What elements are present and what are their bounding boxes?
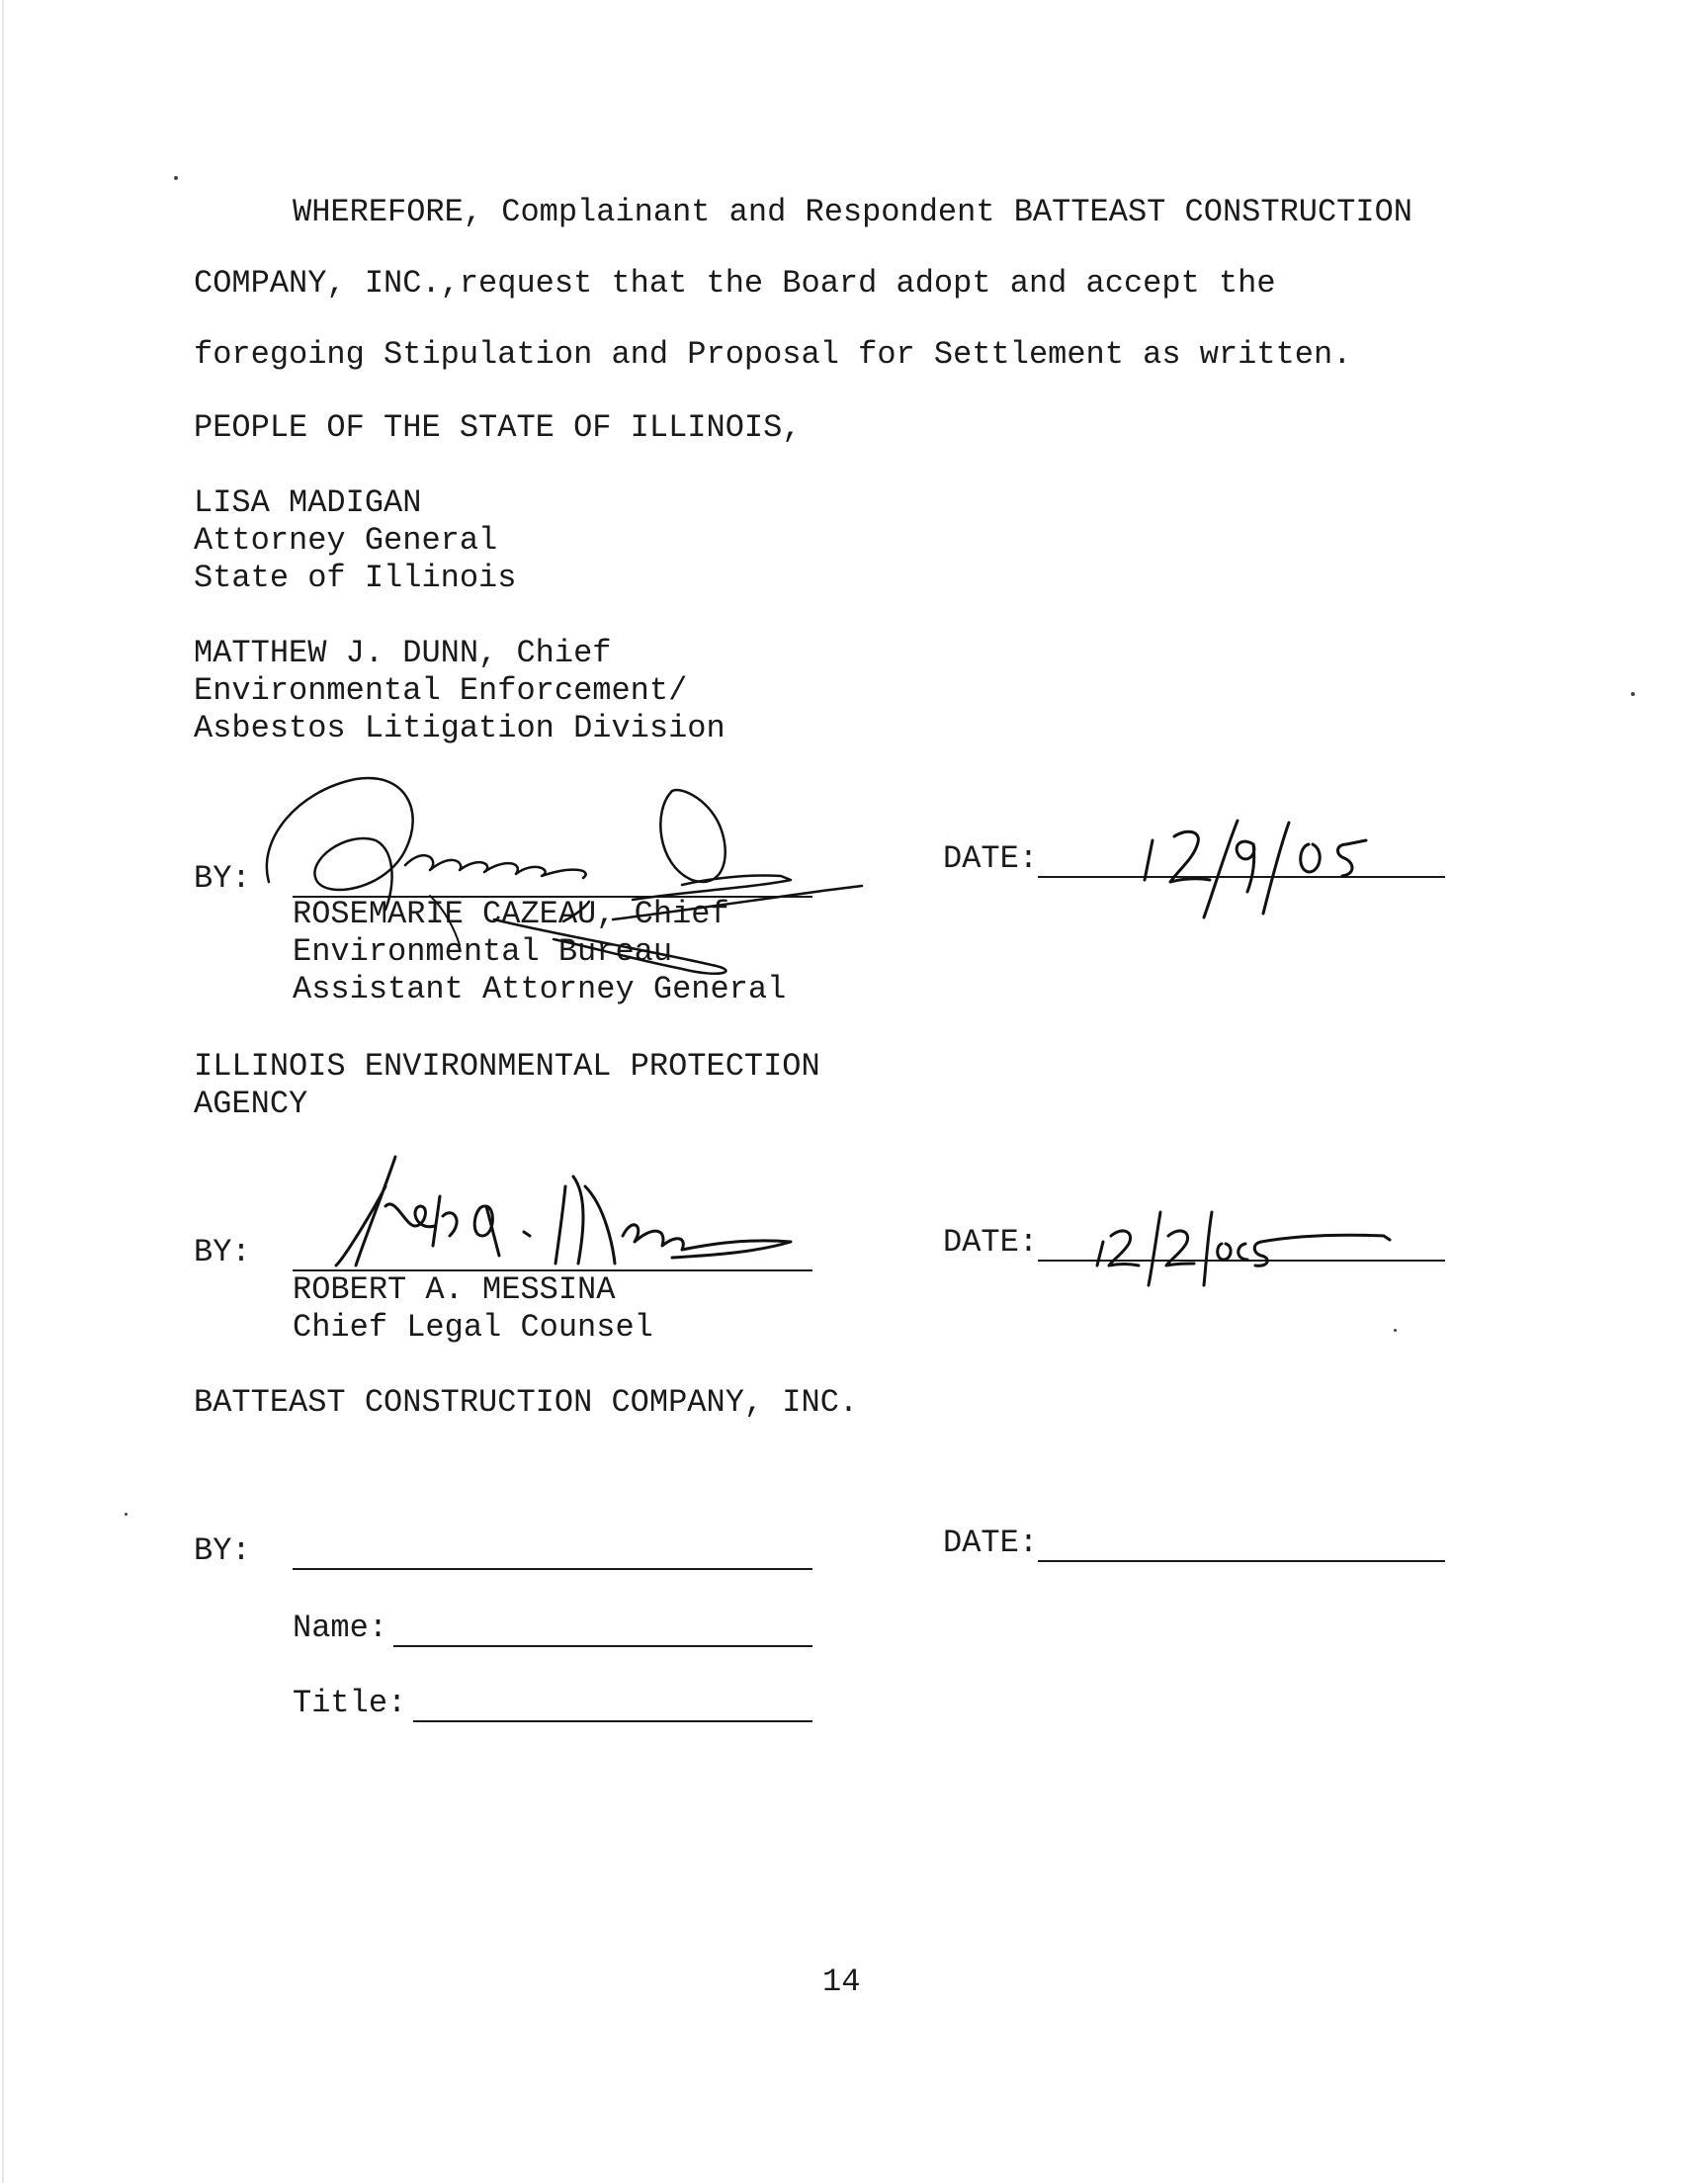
ag-title: Attorney General	[194, 522, 498, 559]
chief-division-2: Asbestos Litigation Division	[194, 710, 726, 746]
people-heading: PEOPLE OF THE STATE OF ILLINOIS,	[194, 409, 802, 446]
sig2-date-label: DATE:	[943, 1224, 1039, 1261]
sig1-title: Assistant Attorney General	[293, 971, 787, 1007]
chief-name: MATTHEW J. DUNN, Chief	[194, 635, 612, 671]
scan-speck	[1631, 692, 1635, 696]
scan-speck	[174, 176, 178, 180]
batteast-heading: BATTEAST CONSTRUCTION COMPANY, INC.	[194, 1384, 859, 1421]
chief-division-1: Environmental Enforcement/	[194, 672, 688, 709]
page-number: 14	[822, 1964, 861, 2000]
paragraph-line-3: foregoing Stipulation and Proposal for Settlement as written.	[194, 336, 1352, 373]
sig3-signature-line	[293, 1568, 812, 1570]
date-handwritten-2	[1087, 1206, 1413, 1285]
ag-state: State of Illinois	[194, 560, 517, 596]
messina-signature	[326, 1147, 840, 1285]
sig3-by-label: BY:	[194, 1532, 251, 1569]
sig3-title-label: Title:	[293, 1685, 407, 1721]
iepa-heading-2: AGENCY	[194, 1086, 308, 1122]
scan-speck	[125, 1513, 128, 1516]
sig3-title-line	[413, 1720, 812, 1722]
sig2-title: Chief Legal Counsel	[293, 1309, 653, 1346]
page-edge-shadow	[2, 0, 4, 2183]
paragraph-line-2: COMPANY, INC.,request that the Board adopt and accept the	[194, 265, 1276, 302]
sig1-bureau: Environmental Bureau	[293, 933, 673, 970]
paragraph-line-1: WHEREFORE, Complainant and Respondent BATTEAST CONSTRUCTION	[293, 194, 1412, 230]
sig3-date-line	[1038, 1560, 1445, 1562]
ag-name: LISA MADIGAN	[194, 484, 422, 521]
sig2-name: ROBERT A. MESSINA	[293, 1271, 616, 1308]
sig1-by-label: BY:	[194, 860, 251, 897]
sig3-name-line	[393, 1645, 812, 1647]
cazeau-signature	[257, 771, 929, 999]
date-handwritten-1	[1087, 811, 1394, 919]
iepa-heading-1: ILLINOIS ENVIRONMENTAL PROTECTION	[194, 1048, 820, 1085]
sig3-date-label: DATE:	[943, 1525, 1039, 1561]
sig1-name: ROSEMARIE CAZEAU, Chief	[293, 896, 729, 932]
scan-speck	[1394, 1329, 1397, 1332]
sig1-date-label: DATE:	[943, 840, 1039, 877]
sig2-by-label: BY:	[194, 1234, 251, 1270]
sig3-name-label: Name:	[293, 1610, 388, 1646]
